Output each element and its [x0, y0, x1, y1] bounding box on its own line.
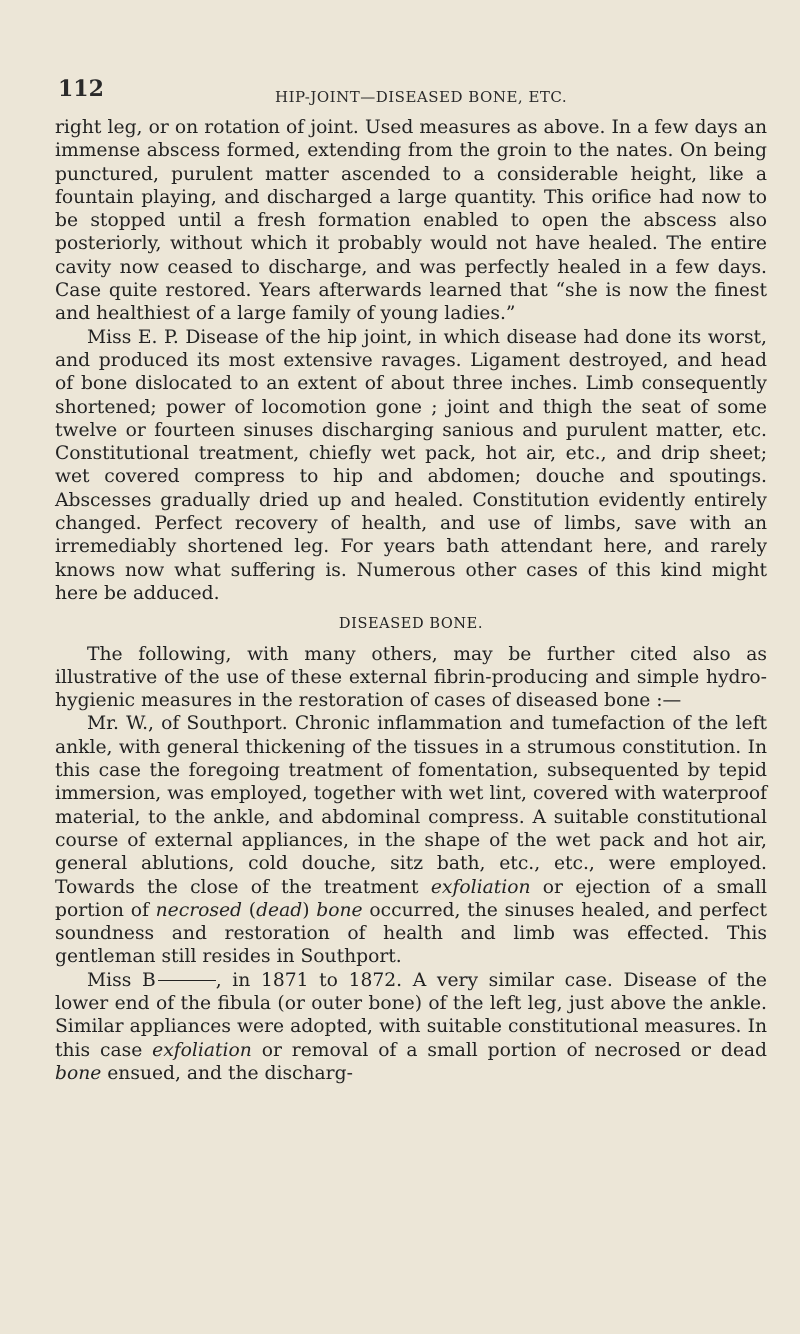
italic-dead: dead: [256, 899, 303, 921]
italic-necrosed: necrosed: [155, 899, 242, 921]
paragraph-4-text-3: (: [242, 899, 257, 921]
paragraph-miss-b-case: [55, 969, 767, 1085]
italic-exfoliation-2: exfoliation: [152, 1039, 252, 1061]
paragraph-5-text-3: or removal of a small portion of necrosed or dead: [251, 1039, 767, 1061]
paragraph-4-text-2: or ejection of a small portion of: [55, 876, 767, 921]
paragraph-miss-ep-case: Miss E. P. Disease of the hip joint, in which disease had done its worst, and produced its most extensive ravages. Ligament destroyed, and head of bone dislocated to an extent of about three inches. Limb consequently shortened; power of locomotion gone ; joint and thigh the seat of some twelve or fourteen sinuses discharging sanious and purulent matter, etc. Constitutional treatment, chiefly wet pack, hot air, etc., and drip sheet; wet covered compress to hip and abdomen; douche and spoutings. Abscesses gradually dried up and healed. Constitution evidently entirely changed. Perfect recovery of health, and use of limbs, save with an irremediably shortened leg. For years bath attendant here, and rarely knows now what suffering is. Numerous other cases of this kind might here be adduced.: [55, 326, 767, 604]
paragraph-5-text-4: ensued, and the discharg-: [101, 1062, 353, 1084]
paragraph-introduction: The following, with many others, may be further cited also as illustrative of the use of these external fibrin-producing and simple hydro-hygienic measures in the restoration of cases of diseased bone :—: [55, 643, 767, 712]
paragraph-case-continuation: right leg, or on rotation of joint. Used measures as above. In a few days an immense abscess formed, extending from the groin to the nates. On being punctured, purulent matter ascended to a considerable height, like a fountain playing, and discharged a large quantity. This orifice had now to be stopped until a fresh formation enabled to open the abscess also posteriorly, without which it probably would not have healed. The entire cavity now ceased to discharge, and was perfectly healed in a few days. Case quite restored. Years afterwards learned that “she is now the finest and healthiest of a large family of young ladies.”: [55, 117, 767, 325]
paragraph-5-text-2: , in 1871 to 1872. A very similar case. Disease of the lower end of the fibula (or outer bone) of the left leg, just above the ankle. Similar appliances were adopted, with suitable constitutional measures. In this case: [55, 969, 767, 1061]
body-text: [55, 116, 767, 1085]
paragraph-4-text-4: ): [302, 899, 317, 921]
italic-bone: bone: [316, 899, 363, 921]
paragraph-5-text-1: Miss B: [87, 969, 156, 991]
paragraph-4-text-1: Mr. W., of Southport. Chronic inflammation and tumefaction of the left ankle, with general thickening of the tissues in a strumous constitution. In this case the foregoing treatment of fomentation, subsequented by tepid immersion, was employed, together with wet lint, covered with waterproof material, to the ankle, and abdominal compress. A suitable constitutional course of external appliances, in the shape of the wet pack and hot air, general ablutions, cold douche, sitz bath, etc., etc., were employed. Towards the close of the treatment: [55, 713, 767, 898]
italic-exfoliation: exfoliation: [430, 876, 531, 898]
section-heading-diseased-bone: DISEASED BONE.: [338, 616, 484, 633]
running-head: HIP-JOINT—DISEASED BONE, ETC.: [275, 88, 568, 106]
page-number: 112: [58, 76, 104, 102]
paragraph-mr-w-case: [55, 712, 767, 968]
italic-bone-2: bone: [55, 1062, 102, 1084]
paragraph-4-text-5: occurred, the sinuses healed, and perfect soundness and restoration of health and limb was effected. This gentleman still resides in Southport.: [55, 899, 768, 968]
name-blank-rule: [158, 980, 216, 981]
